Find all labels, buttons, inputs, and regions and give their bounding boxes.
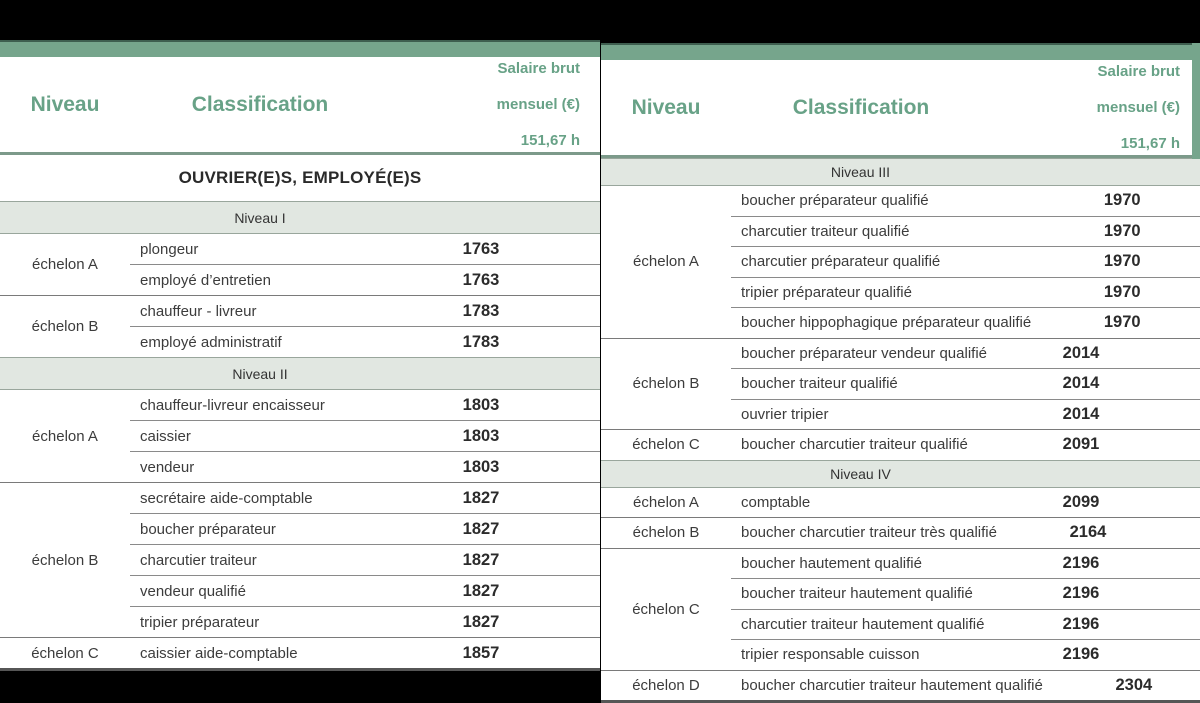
table-row	[731, 578, 1200, 609]
table-row	[130, 513, 600, 544]
echelon-group	[601, 488, 1200, 518]
table-row	[130, 606, 600, 637]
salary-cell: 1970	[1103, 282, 1141, 301]
echelon-label: échelon C	[632, 600, 700, 618]
salary-cell: 1827	[462, 612, 500, 631]
table-row	[731, 488, 1200, 518]
salary-cell: 2304	[1115, 675, 1153, 694]
classification-cell: vendeur qualifié	[140, 582, 246, 600]
salary-cell: 2014	[1062, 404, 1100, 423]
salary-cell: 1763	[462, 270, 500, 289]
echelon-rows	[731, 339, 1200, 430]
echelon-label: échelon A	[32, 256, 98, 273]
table-row	[130, 264, 600, 295]
echelon-group	[0, 637, 600, 668]
salary-cell: 2196	[1062, 645, 1100, 664]
table-row	[130, 451, 600, 482]
table-header	[601, 60, 1200, 158]
echelon-group	[601, 186, 1200, 338]
table-row	[130, 390, 600, 420]
salary-cell: 2196	[1062, 614, 1100, 633]
classification-cell: ouvrier tripier	[741, 405, 829, 423]
salary-header-line-2: mensuel (€)	[496, 96, 580, 113]
echelon-group	[0, 234, 600, 295]
echelon-label: échelon B	[632, 375, 700, 393]
echelon-label: échelon A	[633, 493, 699, 511]
table-row	[130, 483, 600, 513]
echelon-rows	[731, 186, 1200, 338]
table-row	[731, 518, 1200, 548]
echelon-rows	[130, 390, 600, 482]
table-row	[731, 430, 1200, 460]
classification-cell: charcutier traiteur hautement qualifié	[741, 615, 985, 633]
classification-cell: boucher charcutier traiteur qualifié	[741, 436, 968, 454]
green-side-strip	[1192, 43, 1200, 159]
salary-header-line-1: Salaire brut	[1097, 63, 1180, 80]
salary-cell: 2014	[1062, 343, 1100, 362]
classification-cell: chauffeur-livreur encaisseur	[140, 396, 325, 414]
echelon-group	[601, 548, 1200, 670]
classification-cell: boucher charcutier traiteur hautement qualifié	[741, 676, 1043, 694]
classification-cell: caissier aide-comptable	[140, 644, 298, 662]
salary-cell: 2196	[1062, 584, 1100, 603]
table-row	[130, 575, 600, 606]
level-band: Niveau IV	[601, 460, 1200, 488]
level-band: Niveau II	[0, 357, 600, 390]
salary-cell: 1763	[462, 239, 500, 258]
salary-cell: 2014	[1062, 374, 1100, 393]
table-row	[130, 326, 600, 357]
salary-header-line-3: 151,67 h	[1120, 135, 1180, 152]
table-row	[130, 234, 600, 264]
table-row	[731, 549, 1200, 579]
salary-cell: 1970	[1103, 252, 1141, 271]
classification-cell: charcutier préparateur qualifié	[741, 253, 941, 271]
table-row	[731, 368, 1200, 399]
salary-cell: 1827	[462, 519, 500, 538]
table-row	[130, 296, 600, 326]
echelon-label: échelon C	[31, 644, 99, 662]
salary-cell: 2099	[1062, 492, 1100, 511]
salary-cell: 1803	[462, 395, 500, 414]
salary-cell: 2196	[1062, 553, 1100, 572]
table-row	[731, 639, 1200, 670]
table-row	[130, 544, 600, 575]
salary-header-line-3: 151,67 h	[520, 132, 580, 149]
salary-cell: 1827	[462, 488, 500, 507]
table-row	[731, 307, 1200, 338]
classification-cell: boucher hautement qualifié	[741, 554, 922, 572]
green-top-bar	[601, 43, 1200, 60]
classification-cell: boucher préparateur	[140, 520, 276, 538]
classification-cell: boucher traiteur qualifié	[741, 375, 898, 393]
echelon-label: échelon C	[632, 436, 700, 454]
salary-cell: 1827	[462, 581, 500, 600]
classification-cell: vendeur	[140, 458, 195, 476]
salary-cell: 1970	[1103, 221, 1141, 240]
classification-cell: boucher préparateur vendeur qualifié	[741, 344, 987, 362]
salary-cell: 1783	[462, 332, 500, 351]
salary-cell: 1970	[1103, 313, 1141, 332]
echelon-label: échelon B	[31, 551, 99, 569]
green-top-bar	[0, 40, 600, 57]
echelon-rows	[731, 488, 1200, 518]
salary-header-line-1: Salaire brut	[497, 60, 580, 77]
echelon-rows	[130, 483, 600, 637]
classification-cell: boucher préparateur qualifié	[741, 192, 929, 210]
classification-cell: charcutier traiteur	[140, 551, 257, 569]
classification-cell: boucher charcutier traiteur très qualifié	[741, 524, 997, 542]
table-row	[731, 277, 1200, 308]
classification-cell: tripier préparateur	[140, 613, 260, 631]
table-row	[731, 186, 1200, 216]
echelon-group	[0, 390, 600, 482]
salary-cell: 2091	[1062, 435, 1100, 454]
column-header-niveau: Niveau	[30, 92, 100, 116]
classification-cell: tripier préparateur qualifié	[741, 283, 912, 301]
salary-cell: 1970	[1103, 191, 1141, 210]
echelon-group	[0, 482, 600, 637]
table-row	[731, 216, 1200, 247]
column-header-salary	[390, 60, 600, 149]
echelon-group	[0, 295, 600, 357]
classification-cell: boucher traiteur hautement qualifié	[741, 585, 973, 603]
table-row	[130, 638, 600, 668]
echelon-group	[601, 670, 1200, 701]
echelon-label: échelon B	[632, 524, 700, 542]
echelon-group	[601, 517, 1200, 548]
echelon-rows	[130, 234, 600, 295]
column-header-classification: Classification	[191, 92, 329, 116]
salary-cell: 2164	[1069, 523, 1107, 542]
classification-cell: chauffeur - livreur	[140, 302, 257, 320]
classification-cell: employé administratif	[140, 333, 282, 351]
table-row	[731, 339, 1200, 369]
table-body	[601, 158, 1200, 700]
classification-cell: boucher hippophagique préparateur qualifié	[741, 314, 1032, 332]
echelon-rows	[130, 638, 600, 668]
echelon-label: échelon A	[32, 427, 98, 445]
classification-cell: secrétaire aide-comptable	[140, 489, 313, 507]
column-header-classification: Classification	[792, 95, 930, 119]
echelon-label: échelon B	[31, 318, 99, 335]
section-title: OUVRIER(E)S, EMPLOYÉ(E)S	[178, 168, 422, 187]
salary-cell: 1803	[462, 426, 500, 445]
salary-table-ouvriers-employes	[0, 40, 600, 671]
salary-header-line-2: mensuel (€)	[1096, 99, 1180, 116]
classification-cell: tripier responsable cuisson	[741, 646, 920, 664]
echelon-rows	[731, 430, 1200, 460]
classification-cell: caissier	[140, 427, 191, 445]
level-band: Niveau I	[0, 201, 600, 234]
classification-cell: employé d’entretien	[140, 271, 271, 289]
echelon-rows	[130, 296, 600, 357]
table-header	[0, 57, 600, 155]
table-row	[130, 420, 600, 451]
salary-cell: 1857	[462, 643, 500, 662]
echelon-label: échelon A	[633, 253, 699, 271]
echelon-group	[601, 429, 1200, 460]
salary-cell: 1783	[462, 301, 500, 320]
classification-cell: charcutier traiteur qualifié	[741, 222, 910, 240]
echelon-group	[601, 338, 1200, 430]
salary-cell: 1803	[462, 457, 500, 476]
classification-cell: plongeur	[140, 240, 199, 258]
salary-table-niveaux-3-4	[601, 43, 1200, 703]
echelon-rows	[731, 549, 1200, 670]
classification-cell: comptable	[741, 493, 811, 511]
column-header-niveau: Niveau	[631, 95, 701, 119]
salary-cell: 1827	[462, 550, 500, 569]
column-header-salary	[991, 63, 1200, 152]
level-band: Niveau III	[601, 158, 1200, 186]
table-body	[0, 201, 600, 668]
table-row	[731, 609, 1200, 640]
echelon-label: échelon D	[632, 676, 700, 694]
table-row	[731, 399, 1200, 430]
table-row	[731, 246, 1200, 277]
echelon-rows	[731, 518, 1200, 548]
